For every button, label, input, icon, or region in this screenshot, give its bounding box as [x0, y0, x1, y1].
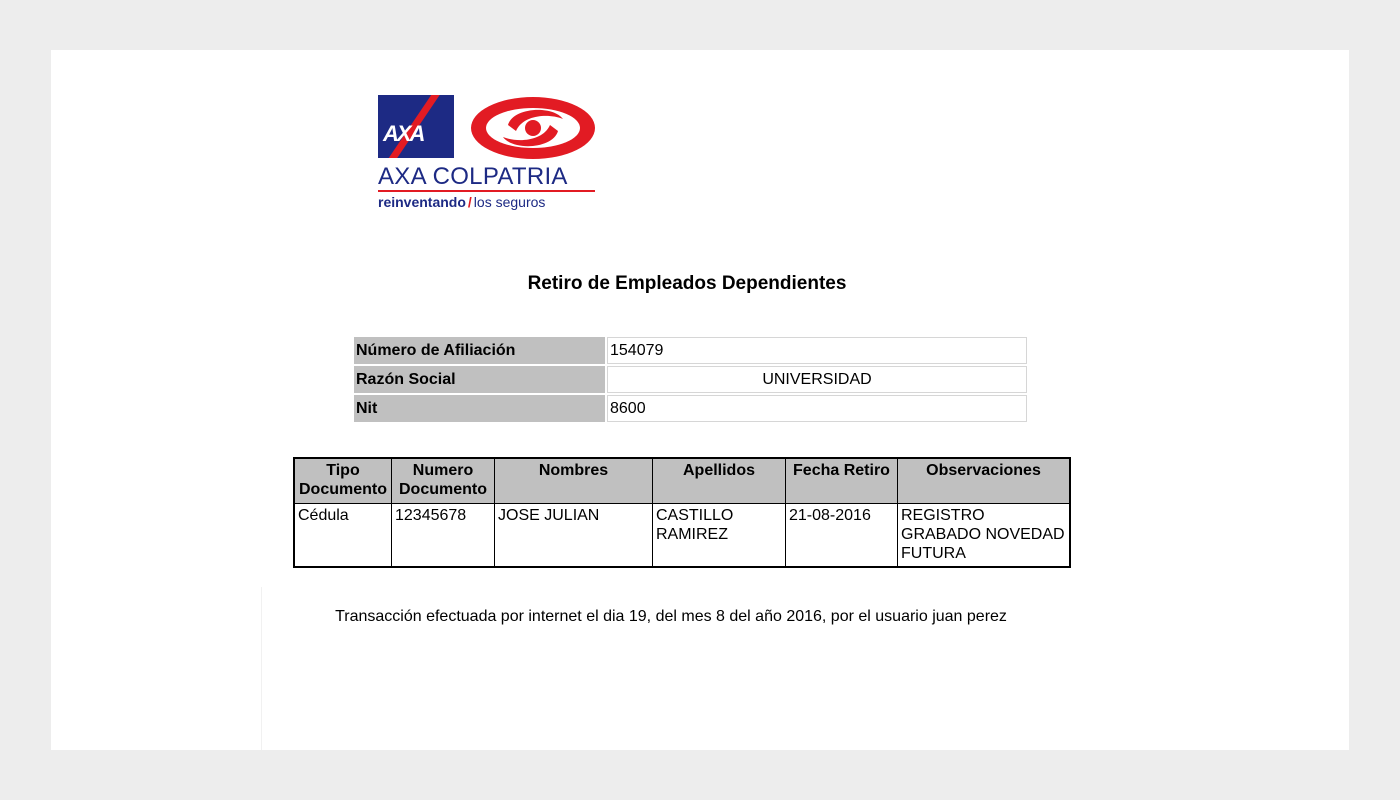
brand-name: AXA COLPATRIA: [378, 163, 568, 190]
column-header: Fecha Retiro: [786, 458, 898, 504]
info-row-nit: [354, 395, 1027, 422]
tagline-rest: los seguros: [473, 194, 546, 210]
axa-colpatria-logo: [378, 95, 598, 213]
axa-wordmark: AXA: [383, 121, 424, 146]
column-header: Tipo Documento: [294, 458, 392, 504]
info-value: 8600: [607, 395, 1027, 422]
tagline-strong: reinventando: [378, 194, 466, 210]
withdrawal-detail-table: [293, 457, 1071, 568]
transaction-note: Transacción efectuada por internet el dia 19, del mes 8 del año 2016, por el usuario juan perez: [335, 608, 1007, 625]
table-cell: JOSE JULIAN: [495, 504, 653, 568]
column-header: Nombres: [495, 458, 653, 504]
tagline-slash: /: [467, 194, 472, 210]
table-cell: Cédula: [294, 504, 392, 568]
info-row-afiliacion: [354, 337, 1027, 364]
axa-logo-box: [378, 95, 454, 158]
table-cell: CASTILLO RAMIREZ: [653, 504, 786, 568]
colpatria-swirl-icon: [468, 95, 598, 161]
info-row-razon-social: [354, 366, 1027, 393]
document-page: [51, 50, 1349, 750]
info-label: Número de Afiliación: [354, 337, 605, 364]
brand-rule: [378, 190, 595, 192]
table-row: [294, 504, 1070, 568]
table-cell: 21-08-2016: [786, 504, 898, 568]
brand-tagline: [378, 194, 545, 210]
column-header: Apellidos: [653, 458, 786, 504]
document-title: Retiro de Empleados Dependientes: [527, 273, 847, 294]
table-cell: 12345678: [392, 504, 495, 568]
info-value: UNIVERSIDAD: [607, 366, 1027, 393]
column-header: Observaciones: [898, 458, 1071, 504]
info-label: Nit: [354, 395, 605, 422]
table-header-row: [294, 458, 1070, 504]
info-value: 154079: [607, 337, 1027, 364]
table-cell: REGISTRO GRABADO NOVEDAD FUTURA: [898, 504, 1071, 568]
info-label: Razón Social: [354, 366, 605, 393]
column-header: Numero Documento: [392, 458, 495, 504]
divider: [261, 587, 262, 750]
affiliation-info-table: [352, 335, 1029, 424]
